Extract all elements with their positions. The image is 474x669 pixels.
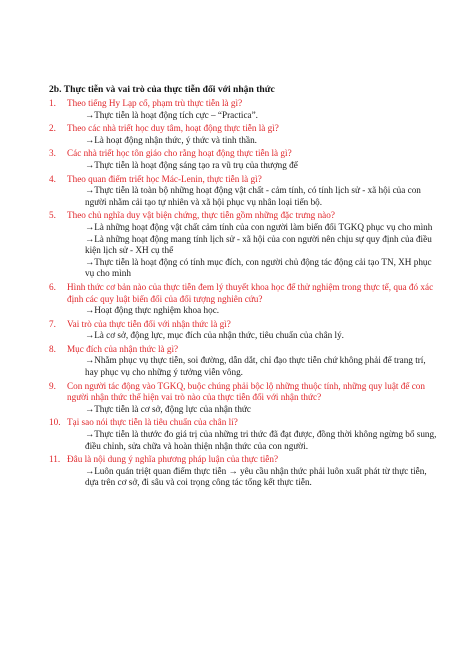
- qa-item-5: [49, 210, 441, 280]
- question-text: Con người tác động vào TGKQ, buộc chúng phải bộc lộ những thuộc tính, những quy luật để con người nhận thức thể hiện vai trò nào của thực tiễn đối với nhận thức?: [67, 380, 425, 403]
- answer: →Thực tiễn là toàn bộ những hoạt động vật chất - cảm tính, có tính lịch sử - xã hội của con người nhằm cải tạo tự nhiên và xã hội phục vụ nhân loại tiến bộ.: [85, 185, 421, 207]
- question: [49, 210, 441, 222]
- question: [49, 319, 441, 331]
- question: [49, 148, 441, 160]
- answer: →Thực tiễn là cơ sở, động lực của nhận thức: [85, 403, 251, 414]
- question-number: 2.: [49, 123, 56, 134]
- qa-item-9: [49, 381, 441, 416]
- qa-item-2: [49, 123, 441, 146]
- question: [49, 174, 441, 186]
- question-text: Mục đích của nhận thức là gì?: [67, 343, 179, 354]
- question: [49, 282, 441, 305]
- question-number: 8.: [49, 343, 56, 354]
- question-text: Theo chủ nghĩa duy vật biện chứng, thực tiễn gồm những đặc trưng nào?: [67, 210, 335, 221]
- answer: →Là hoạt động nhận thức, ý thức và tinh thần.: [85, 134, 257, 145]
- qa-item-11: [49, 454, 441, 489]
- question-number: 9.: [49, 380, 56, 391]
- question: [49, 98, 441, 110]
- question-text: Các nhà triết học tôn giáo cho rằng hoạt động thực tiễn là gì?: [67, 148, 292, 159]
- answer: →Là những hoạt động mang tính lịch sử - xã hội của con người nên chịu sự quy định của điều kiện lịch sử - XH cụ thể: [85, 233, 432, 256]
- answer: →Luôn quán triệt quan điểm thực tiễn → yêu cầu nhận thức phải luôn xuất phát từ thực tiễn, dựa trên cơ sở, đi sâu và coi trọng công tác tổng kết thực tiễn.: [85, 465, 427, 488]
- qa-item-6: [49, 282, 441, 317]
- answer: →Thực tiễn là thước đo giá trị của những tri thức đã đạt được, đồng thời không ngừng bổ sung, điều chỉnh, sửa chữa và hoàn thiện nhận thức của con người.: [85, 429, 437, 451]
- question-number: 11.: [49, 454, 61, 465]
- question: [49, 344, 441, 356]
- question-number: 10.: [49, 417, 61, 428]
- qa-item-7: [49, 319, 441, 342]
- qa-list: [49, 98, 441, 491]
- question: [49, 454, 441, 466]
- question-number: 5.: [49, 210, 56, 221]
- answer: →Là cơ sở, động lực, mục đích của nhận thức, tiêu chuẩn của chân lý.: [85, 330, 344, 341]
- question-text: Tại sao nói thực tiễn là tiêu chuẩn của chân lí?: [67, 417, 238, 428]
- qa-item-4: [49, 174, 441, 209]
- question-number: 3.: [49, 148, 56, 159]
- question: [49, 417, 441, 429]
- answer: →Nhằm phục vụ thực tiễn, soi đường, dẫn dắt, chỉ đạo thực tiễn chứ không phải để trang trí, hay phục vụ cho những ý tưởng viễn vông.: [85, 355, 426, 378]
- question-text: Đâu là nội dung ý nghĩa phương pháp luận của thực tiễn?: [67, 454, 279, 465]
- answer: →Là những hoạt động vật chất cảm tính của con người làm biến đổi TGKQ phục vụ cho mình: [85, 221, 433, 232]
- question-number: 4.: [49, 173, 56, 184]
- answer: →Thực tiễn là hoạt động có tính mục đích, con người chủ động tác động cải tạo TN, XH phục vụ cho mình: [85, 256, 432, 279]
- question-text: Theo các nhà triết học duy tâm, hoạt động thực tiễn là gì?: [67, 123, 279, 134]
- question-text: Hình thức cơ bản nào của thực tiễn đem lý thuyết khoa học để thử nghiệm trong thực tế, qua đó xác định các quy luật biến đổi của đối tượng nghiên cứu?: [67, 281, 434, 304]
- qa-item-8: [49, 344, 441, 379]
- qa-item-10: [49, 417, 441, 452]
- answer: →Thực tiễn là hoạt động sáng tạo ra vũ trụ của thượng đế: [85, 159, 298, 170]
- question-text: Vai trò của thực tiễn đối với nhận thức là gì?: [67, 318, 231, 329]
- qa-item-1: [49, 98, 441, 121]
- question-number: 1.: [49, 98, 56, 108]
- question-number: 6.: [49, 281, 56, 292]
- answer: →Thực tiễn là hoạt động tích cực – “Practica”.: [85, 109, 258, 120]
- question: [49, 381, 441, 404]
- answer: →Hoạt động thực nghiệm khoa học.: [85, 305, 220, 316]
- question-text: Theo tiếng Hy Lạp cổ, phạm trù thực tiễn là gì?: [67, 98, 243, 108]
- section-heading: 2b. Thực tiễn và vai trò của thực tiễn đối với nhận thức: [49, 84, 275, 95]
- question-number: 7.: [49, 318, 56, 329]
- question: [49, 123, 441, 135]
- question-text: Theo quan điểm triết học Mác-Lenin, thực tiễn là gì?: [67, 173, 262, 184]
- qa-item-3: [49, 148, 441, 171]
